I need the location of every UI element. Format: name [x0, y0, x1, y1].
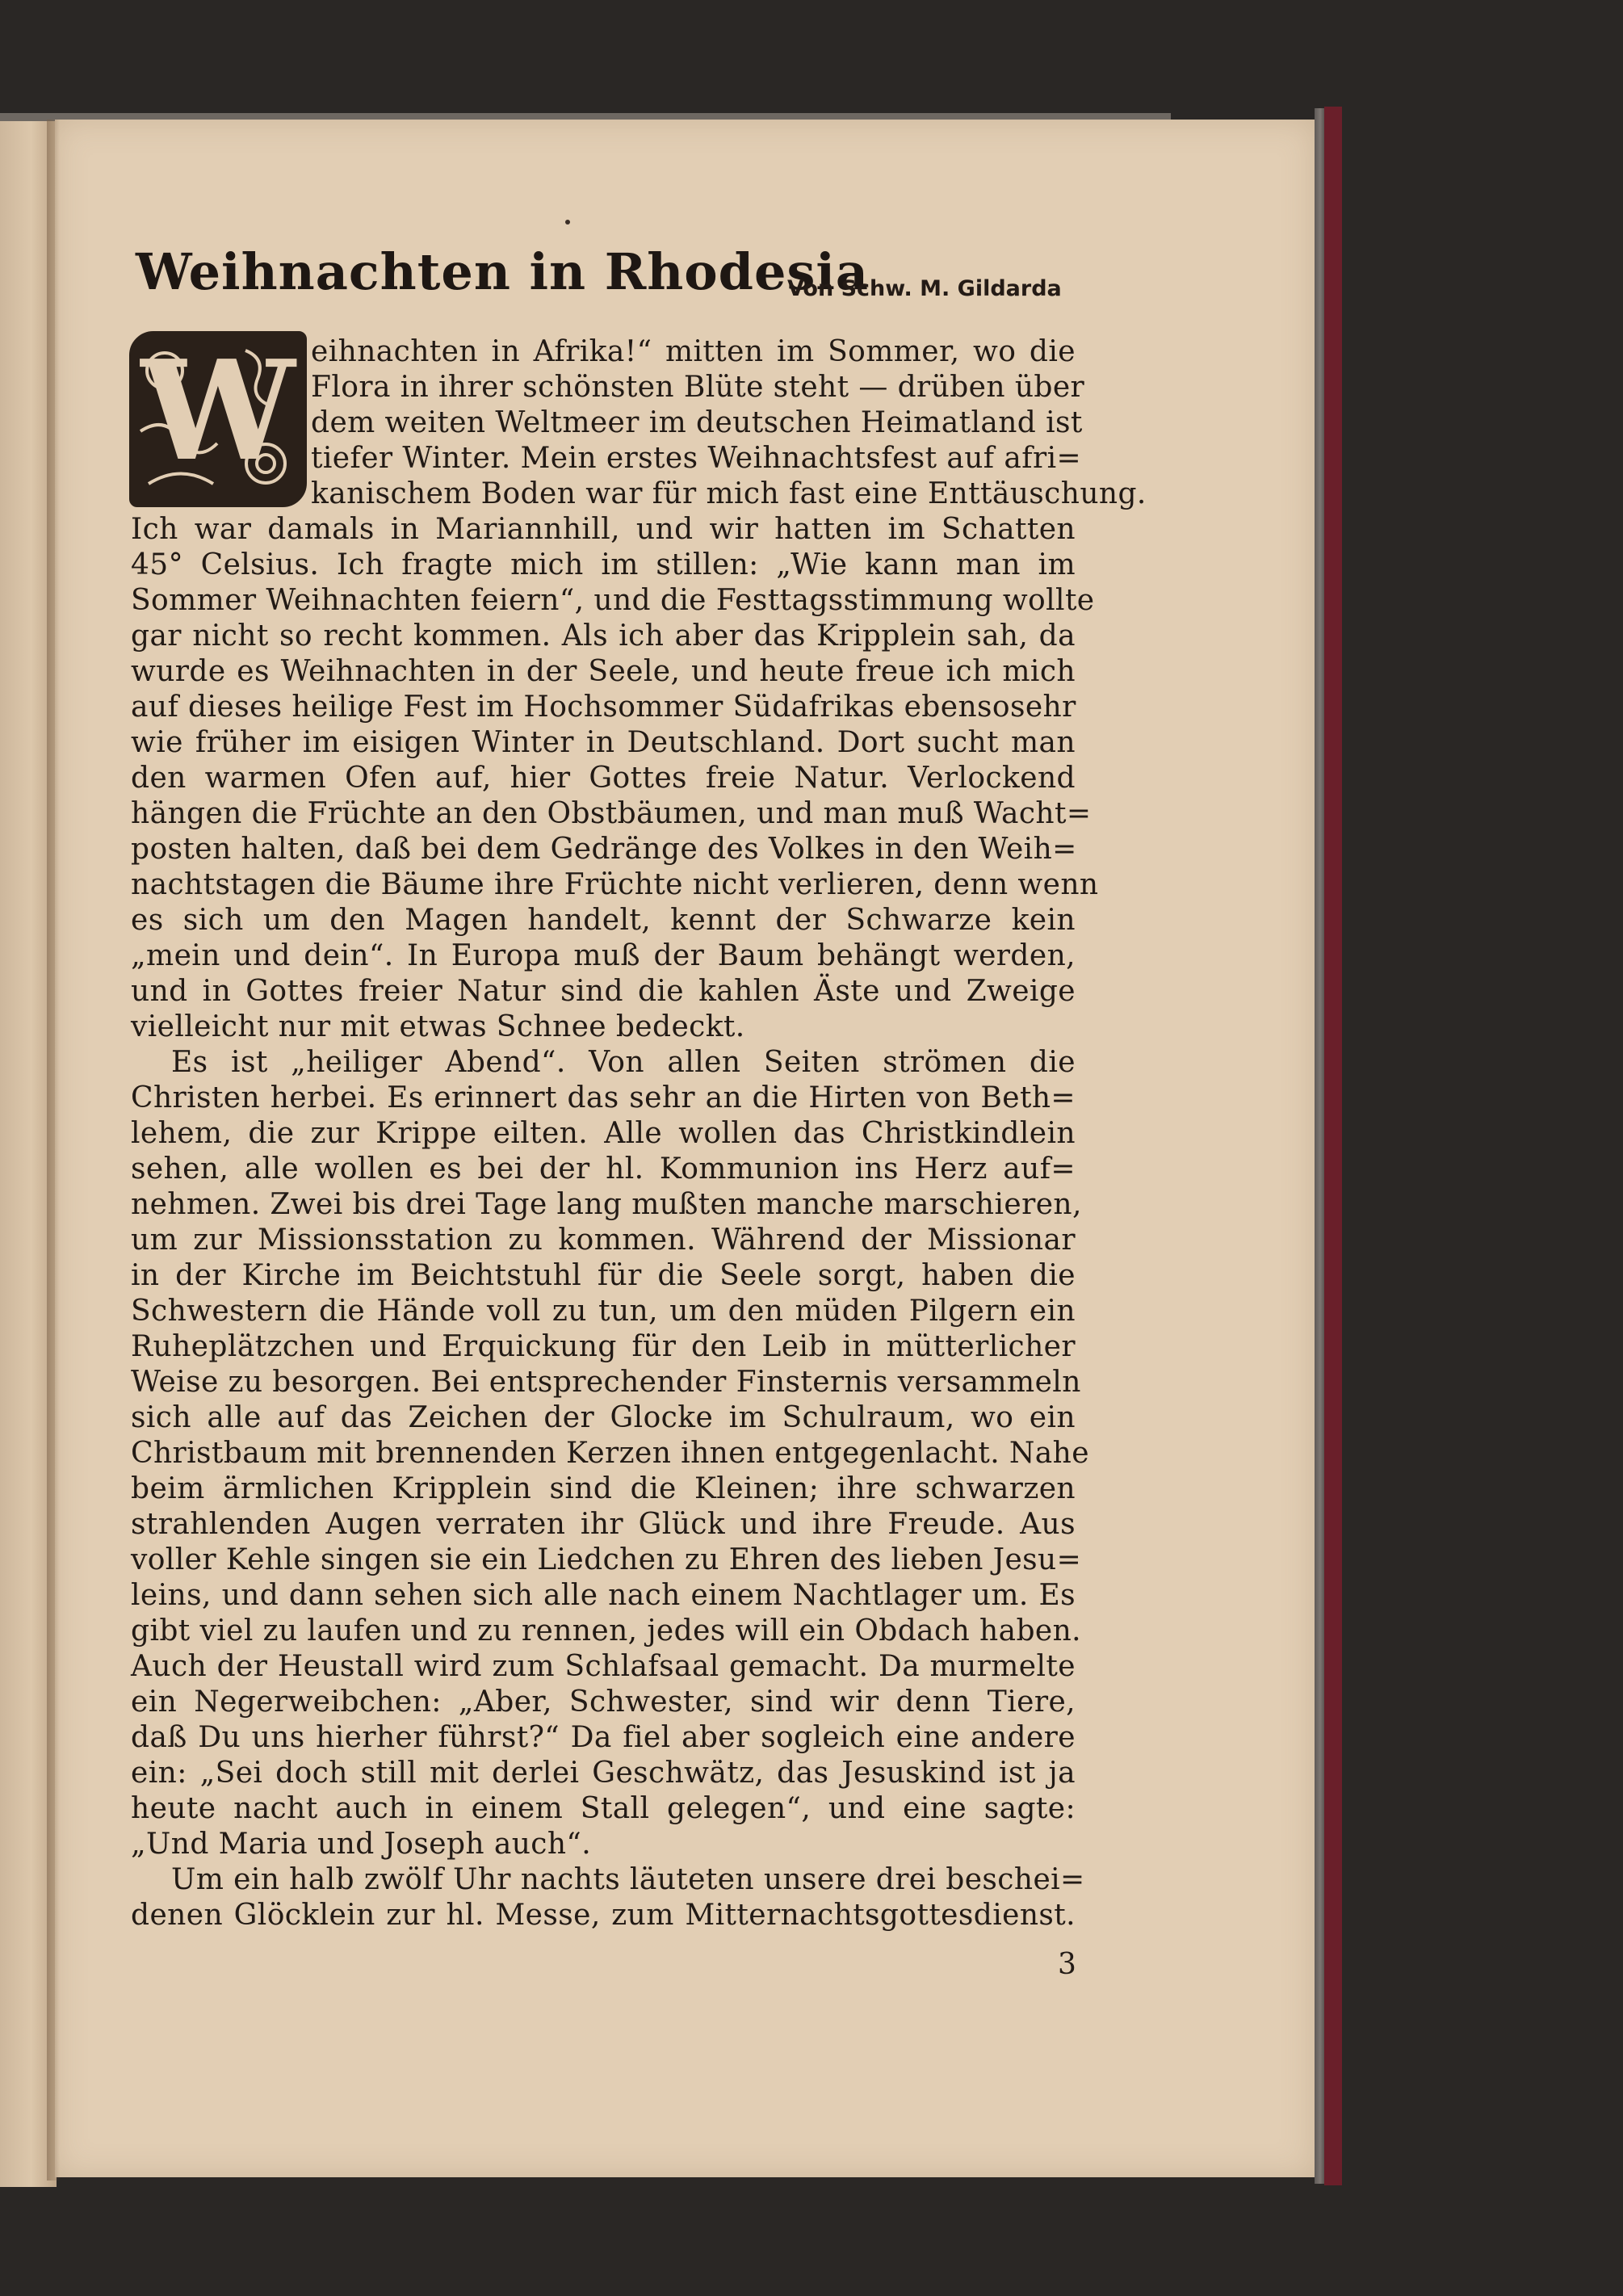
text-line: wurde es Weihnachten in der Seele, und heute freue ich mich — [131, 655, 1076, 688]
text-line: beim ärmlichen Kripplein sind die Kleinen; ihre schwarzen — [131, 1472, 1076, 1505]
article-title: Weihnachten in Rhodesia — [136, 242, 870, 301]
decorated-initial — [129, 331, 307, 507]
page-gutter — [47, 120, 60, 2181]
text-line: Auch der Heustall wird zum Schlafsaal gemacht. Da murmelte — [131, 1650, 1076, 1683]
text-line: Ruheplätzchen und Erquickung für den Leib in mütterlicher — [131, 1330, 1076, 1363]
text-line: und in Gottes freier Natur sind die kahlen Äste und Zweige — [131, 975, 1076, 1008]
text-line: 45° Celsius. Ich fragte mich im stillen: „Wie kann man im — [131, 548, 1076, 581]
text-line: Sommer Weihnachten feiern“, und die Festtagsstimmung wollte — [131, 584, 1095, 617]
text-line: „mein und dein“. In Europa muß der Baum behängt werden, — [131, 939, 1076, 972]
text-line: auf dieses heilige Fest im Hochsommer Südafrikas ebensosehr — [131, 690, 1076, 724]
text-line: dem weiten Weltmeer im deutschen Heimatland ist — [311, 406, 1083, 439]
text-line: heute nacht auch in einem Stall gelegen“, und eine sagte: — [131, 1792, 1076, 1825]
text-line: tiefer Winter. Mein erstes Weihnachtsfest auf afri= — [311, 442, 1082, 475]
text-line: nachtstagen die Bäume ihre Früchte nicht verlieren, denn wenn — [131, 868, 1099, 901]
text-line: ein Negerweibchen: „Aber, Schwester, sind wir denn Tiere, — [131, 1685, 1076, 1719]
text-line: sehen, alle wollen es bei der hl. Kommunion ins Herz auf= — [131, 1152, 1076, 1186]
text-line: um zur Missionsstation zu kommen. Während der Missionar — [131, 1224, 1076, 1257]
text-line: eihnachten in Afrika!“ mitten im Sommer, wo die — [311, 335, 1076, 368]
text-line: „Und Maria und Joseph auch“. — [131, 1828, 592, 1861]
text-line: Um ein halb zwölf Uhr nachts läuteten unsere drei beschei= — [171, 1863, 1085, 1896]
text-line: daß Du uns hierher führst?“ Da fiel aber sogleich eine andere — [131, 1721, 1076, 1754]
text-line: leins, und dann sehen sich alle nach einem Nachtlager um. Es — [131, 1579, 1076, 1612]
text-line: Christbaum mit brennenden Kerzen ihnen entgegenlacht. Nahe — [131, 1437, 1089, 1470]
article-byline: Von Schw. M. Gildarda — [787, 276, 1062, 301]
text-line: gar nicht so recht kommen. Als ich aber das Kripplein sah, da — [131, 619, 1076, 653]
initial-letter: W — [140, 331, 296, 492]
cover-spine — [1324, 107, 1342, 2185]
text-line: hängen die Früchte an den Obstbäumen, und man muß Wacht= — [131, 797, 1092, 830]
text-line: sich alle auf das Zeichen der Glocke im Schulraum, wo ein — [131, 1401, 1076, 1434]
text-line: denen Glöcklein zur hl. Messe, zum Mitternachtsgottesdienst. — [131, 1899, 1076, 1932]
text-line: ein: „Sei doch still mit derlei Geschwätz, das Jesuskind ist ja — [131, 1757, 1076, 1790]
text-line: Ich war damals in Mariannhill, und wir hatten im Schatten — [131, 513, 1076, 546]
text-line: in der Kirche im Beichtstuhl für die Seele sorgt, haben die — [131, 1259, 1076, 1292]
text-line: vielleicht nur mit etwas Schnee bedeckt. — [131, 1010, 745, 1043]
text-line: lehem, die zur Krippe eilten. Alle wollen das Christkindlein — [131, 1117, 1076, 1150]
page-number: 3 — [1058, 1948, 1076, 1981]
ornament-dot — [565, 220, 570, 225]
text-line: Es ist „heiliger Abend“. Von allen Seiten strömen die — [171, 1046, 1076, 1079]
text-line: gibt viel zu laufen und zu rennen, jedes will ein Obdach haben. — [131, 1614, 1082, 1647]
text-line: Weise zu besorgen. Bei entsprechender Finsternis versammeln — [131, 1366, 1081, 1399]
text-line: nehmen. Zwei bis drei Tage lang mußten manche marschieren, — [131, 1188, 1082, 1221]
text-line: kanischem Boden war für mich fast eine Enttäuschung. — [311, 477, 1147, 510]
text-line: voller Kehle singen sie ein Liedchen zu Ehren des lieben Jesu= — [131, 1543, 1082, 1576]
text-line: den warmen Ofen auf, hier Gottes freie Natur. Verlockend — [131, 762, 1076, 795]
text-line: Schwestern die Hände voll zu tun, um den müden Pilgern ein — [131, 1295, 1076, 1328]
text-line: Christen herbei. Es erinnert das sehr an die Hirten von Beth= — [131, 1081, 1076, 1114]
text-line: es sich um den Magen handelt, kennt der Schwarze kein — [131, 904, 1076, 937]
text-line: Flora in ihrer schönsten Blüte steht — drüben über — [311, 371, 1085, 404]
text-line: wie früher im eisigen Winter in Deutschland. Dort sucht man — [131, 726, 1076, 759]
text-line: strahlenden Augen verraten ihr Glück und ihre Freude. Aus — [131, 1508, 1076, 1541]
text-line: posten halten, daß bei dem Gedränge des Volkes in den Weih= — [131, 833, 1077, 866]
